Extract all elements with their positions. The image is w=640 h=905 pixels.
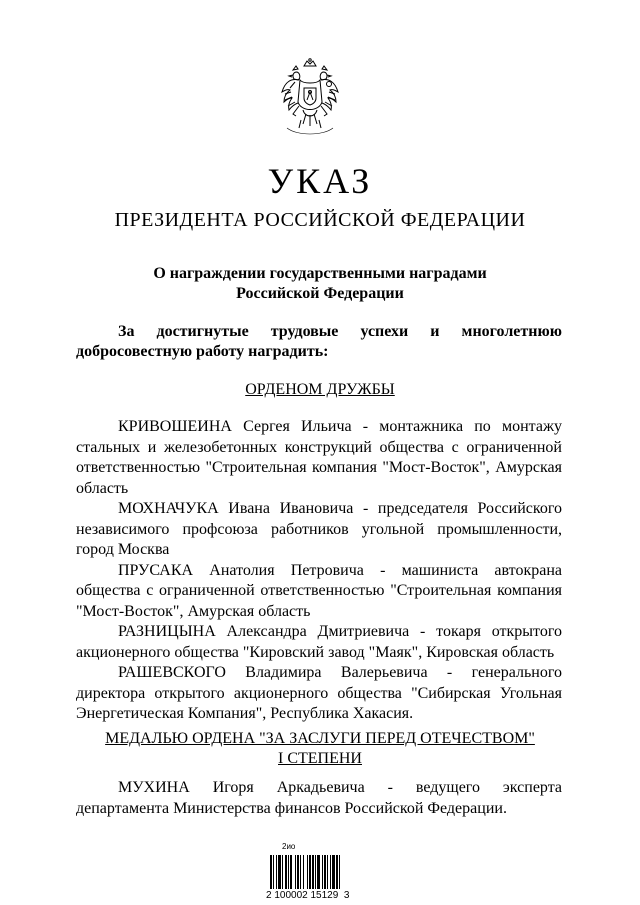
award-list-medal — [76, 778, 562, 819]
intro-word: успехи — [360, 323, 409, 340]
award-entry: МОХНАЧУКА Ивана Ивановича - председателя Российского независимого профсоюза работников угольной промышленности, город Москва — [76, 500, 562, 558]
document-subtitle: ПРЕЗИДЕНТА РОССИЙСКОЙ ФЕДЕРАЦИИ — [114, 209, 526, 231]
section-title-medal-line2: I СТЕПЕНИ — [278, 750, 362, 767]
heading-line: О награждении государственными наградами — [153, 265, 487, 282]
intro-word: За — [118, 323, 135, 340]
award-entry: ПРУСАКА Анатолия Петровича - машиниста автокрана общества с ограниченной ответственностью "Строительная компания "Мост-Восток", Амурская область — [76, 561, 562, 620]
intro-word: трудовые — [270, 323, 339, 340]
intro-word: достигнутые — [156, 323, 249, 340]
award-entry: КРИВОШЕИНА Сергея Ильича - монтажника по монтажу стальных и железобетонных конструкций общества с ограниченной ответственностью "Строительная компания "Мост-Восток", Амурская область — [76, 418, 562, 497]
barcode-number: 2 100002 15129 3 — [266, 890, 350, 901]
intro-paragraph — [76, 322, 562, 362]
section-title-medal-line1: МЕДАЛЬЮ ОРДЕНА "ЗА ЗАСЛУГИ ПЕРЕД ОТЕЧЕСТВОМ" — [105, 730, 535, 747]
document-heading — [0, 264, 640, 304]
intro-word: и — [430, 323, 440, 340]
award-entry: РАЗНИЦЫНА Александра Дмитриевича - токаря открытого акционерного общества "Кировский завод "Маяк", Кировская область — [76, 623, 562, 661]
award-entry: МУХИНА Игоря Аркадьевича - ведущего эксперта департамента Министерства финансов Российской Федерации. — [76, 779, 562, 817]
award-list-order-friendship — [76, 417, 562, 725]
document-title: УКАЗ — [267, 161, 373, 201]
section-title-order-friendship: ОРДЕНОМ ДРУЖБЫ — [245, 381, 395, 398]
award-entry: РАШЕВСКОГО Владимира Валерьевича - генерального директора открытого акционерного общества "Сибирская Угольная Энергетическая Компания", Республика Хакасия. — [76, 664, 562, 722]
intro-line: добросовестную работу наградить: — [76, 343, 329, 360]
russian-coat-of-arms-icon — [279, 58, 341, 136]
barcode-icon — [268, 855, 378, 889]
intro-word: многолетнюю — [461, 323, 562, 340]
barcode-mark: 2ио — [282, 842, 296, 851]
heading-line: Российской Федерации — [236, 285, 404, 302]
